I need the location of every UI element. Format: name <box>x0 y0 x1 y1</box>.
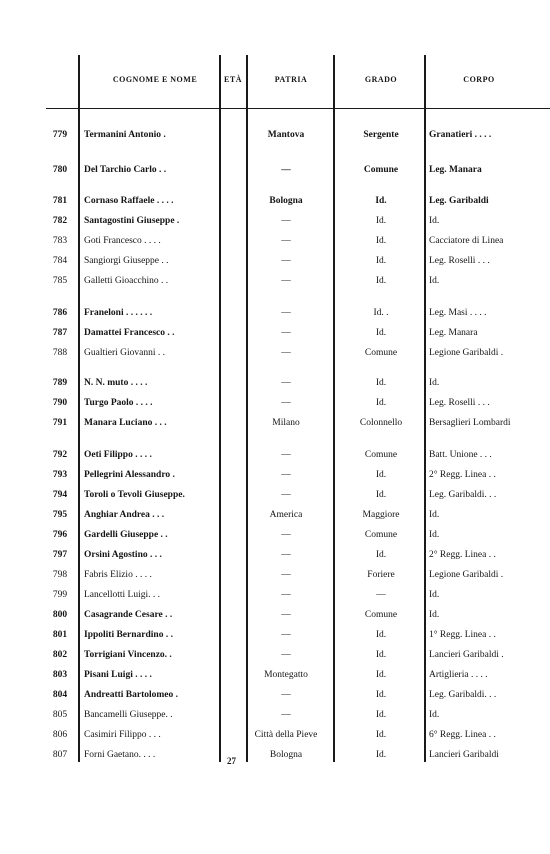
corpo-cell: 2° Regg. Linea . . <box>429 550 496 560</box>
row-number: 788 <box>52 348 68 358</box>
grado-cell: Id. <box>375 236 387 246</box>
grado-cell: Id. <box>375 690 387 700</box>
row-number: 784 <box>52 256 68 266</box>
person-name: Gualtieri Giovanni . . <box>84 348 165 358</box>
grado-cell: Foriere <box>367 570 395 580</box>
person-name: N. N. muto . . . . <box>84 378 148 388</box>
corpo-cell: Leg. Roselli . . . <box>429 256 490 266</box>
table-row <box>0 346 550 360</box>
patria-cell: — <box>281 710 291 720</box>
header-age: ETÀ <box>224 75 242 84</box>
table-row <box>0 214 550 228</box>
person-name: Damattei Francesco . . <box>84 328 175 338</box>
corpo-cell: Legione Garibaldi . <box>429 348 504 358</box>
header-patria: PATRIA <box>274 75 308 84</box>
patria-cell: — <box>281 650 291 660</box>
patria-cell: — <box>281 378 291 388</box>
corpo-cell: 2° Regg. Linea . . <box>429 470 496 480</box>
row-number: 789 <box>52 378 68 388</box>
row-number: 803 <box>52 670 68 680</box>
table-row <box>0 508 550 522</box>
table-row <box>0 688 550 702</box>
row-number: 783 <box>52 236 68 246</box>
person-name: Torrigiani Vincenzo. . <box>84 650 172 660</box>
row-number: 806 <box>52 730 68 740</box>
grado-cell: Id. <box>375 398 387 408</box>
patria-cell: Mantova <box>267 130 305 140</box>
table-row <box>0 748 550 762</box>
row-number: 794 <box>52 490 68 500</box>
corpo-cell: Cacciatore di Linea <box>429 236 504 246</box>
row-number: 802 <box>52 650 68 660</box>
table-row <box>0 668 550 682</box>
corpo-cell: Id. <box>429 276 440 286</box>
row-number: 791 <box>52 418 68 428</box>
row-number: 793 <box>52 470 68 480</box>
table-row <box>0 648 550 662</box>
corpo-cell: Legione Garibaldi . <box>429 570 504 580</box>
grado-cell: Id. <box>375 196 387 206</box>
table-row <box>0 274 550 288</box>
grado-cell: Id. <box>375 328 387 338</box>
patria-cell: America <box>269 510 303 520</box>
row-number: 779 <box>52 130 68 140</box>
person-name: Oeti Filippo . . . . <box>84 450 152 460</box>
corpo-cell: Id. <box>429 378 440 388</box>
grado-cell: Comune <box>364 450 398 460</box>
row-number: 786 <box>52 308 68 318</box>
row-number: 804 <box>52 690 68 700</box>
grado-cell: Id. <box>375 550 387 560</box>
grado-cell: Id. <box>375 630 387 640</box>
patria-cell: — <box>281 470 291 480</box>
corpo-cell: 1° Regg. Linea . . <box>429 630 496 640</box>
corpo-cell: Leg. Masi . . . . <box>429 308 487 318</box>
table-row <box>0 194 550 208</box>
row-number: 780 <box>52 165 68 175</box>
person-name: Termanini Antonio . <box>84 130 166 140</box>
table-row <box>0 396 550 410</box>
table-row <box>0 416 550 430</box>
patria-cell: — <box>281 550 291 560</box>
patria-cell: Bologna <box>269 750 303 760</box>
header-rule <box>46 108 550 109</box>
row-number: 807 <box>52 750 68 760</box>
grado-cell: — <box>376 590 386 600</box>
patria-cell: — <box>281 450 291 460</box>
person-name: Fabris Elizio . . . . <box>84 570 152 580</box>
table-row <box>0 326 550 340</box>
patria-cell: — <box>281 590 291 600</box>
patria-cell: — <box>281 236 291 246</box>
table-row <box>0 548 550 562</box>
row-number: 792 <box>52 450 68 460</box>
patria-cell: — <box>281 165 291 175</box>
patria-cell: — <box>281 610 291 620</box>
table-row <box>0 628 550 642</box>
corpo-cell: Id. <box>429 530 440 540</box>
grado-cell: Id. <box>375 490 387 500</box>
table-row <box>0 128 550 142</box>
row-number: 796 <box>52 530 68 540</box>
row-number: 797 <box>52 550 68 560</box>
table-row <box>0 568 550 582</box>
corpo-cell: Id. <box>429 510 440 520</box>
person-name: Bancamelli Giuseppe. . <box>84 710 173 720</box>
grado-cell: Id. <box>375 650 387 660</box>
table-row <box>0 588 550 602</box>
person-name: Turgo Paolo . . . . <box>84 398 153 408</box>
corpo-cell: Leg. Garibaldi. . . <box>429 690 497 700</box>
grado-cell: Id. <box>375 750 387 760</box>
table-row <box>0 468 550 482</box>
patria-cell: — <box>281 216 291 226</box>
row-number: 795 <box>52 510 68 520</box>
patria-cell: — <box>281 328 291 338</box>
person-name: Galletti Gioacchino . . <box>84 276 169 286</box>
table-row <box>0 608 550 622</box>
grado-cell: Comune <box>363 165 399 175</box>
corpo-cell: Leg. Roselli . . . <box>429 398 490 408</box>
grado-cell: Id. <box>375 710 387 720</box>
person-name: Casagrande Cesare . . <box>84 610 173 620</box>
grado-cell: Sergente <box>363 130 399 140</box>
patria-cell: Montegatto <box>264 670 308 680</box>
grado-cell: Id. <box>375 256 387 266</box>
corpo-cell: Granatieri . . . . <box>429 130 492 140</box>
corpo-cell: Bersaglieri Lombardi <box>429 418 511 428</box>
corpo-cell: Artiglieria . . . . <box>429 670 488 680</box>
person-name: Anghiar Andrea . . . <box>84 510 165 520</box>
row-number: 787 <box>52 328 68 338</box>
person-name: Gardelli Giuseppe . . <box>84 530 168 540</box>
corpo-cell: Leg. Manara <box>429 328 478 338</box>
patria-cell: — <box>281 530 291 540</box>
row-number: 798 <box>52 570 68 580</box>
page-number: 27 <box>227 756 236 766</box>
row-number: 785 <box>52 276 68 286</box>
table-row <box>0 306 550 320</box>
patria-cell: — <box>281 256 291 266</box>
header-corpo: CORPO <box>463 75 495 84</box>
grado-cell: Id. <box>375 670 387 680</box>
person-name: Pisani Luigi . . . . <box>84 670 152 680</box>
row-number: 801 <box>52 630 68 640</box>
table-row <box>0 488 550 502</box>
corpo-cell: Leg. Manara <box>429 165 482 175</box>
patria-cell: — <box>281 348 291 358</box>
grado-cell: Maggiore <box>362 510 400 520</box>
table-row <box>0 528 550 542</box>
person-name: Ippoliti Bernardino . . <box>84 630 173 640</box>
person-name: Santagostini Giuseppe . <box>84 216 180 226</box>
person-name: Pellegrini Alessandro . <box>84 470 175 480</box>
person-name: Cornaso Raffaele . . . . <box>84 196 174 206</box>
person-name: Del Tarchio Carlo . . <box>84 165 167 175</box>
patria-cell: — <box>281 690 291 700</box>
patria-cell: — <box>281 630 291 640</box>
table-row <box>0 163 550 177</box>
row-number: 781 <box>52 196 68 206</box>
grado-cell: Colonnello <box>359 418 403 428</box>
corpo-cell: Id. <box>429 590 440 600</box>
person-name: Goti Francesco . . . . <box>84 236 161 246</box>
grado-cell: Id. <box>375 276 387 286</box>
row-number: 800 <box>52 610 68 620</box>
table-row <box>0 728 550 742</box>
table-row <box>0 376 550 390</box>
patria-cell: Bologna <box>269 196 303 206</box>
corpo-cell: Leg. Garibaldi. . . <box>429 490 497 500</box>
table-row <box>0 254 550 268</box>
patria-cell: — <box>281 490 291 500</box>
header-grado: GRADO <box>364 75 398 84</box>
person-name: Franeloni . . . . . . <box>84 308 153 318</box>
patria-cell: — <box>281 276 291 286</box>
corpo-cell: 6° Regg. Linea . . <box>429 730 496 740</box>
corpo-cell: Id. <box>429 216 440 226</box>
patria-cell: — <box>281 308 291 318</box>
row-number: 805 <box>52 710 68 720</box>
grado-cell: Comune <box>364 530 398 540</box>
corpo-cell: Batt. Unione . . . <box>429 450 492 460</box>
row-number: 790 <box>52 398 68 408</box>
grado-cell: Id. <box>375 216 387 226</box>
person-name: Orsini Agostino . . . <box>84 550 162 560</box>
person-name: Manara Luciano . . . <box>84 418 167 428</box>
row-number: 782 <box>52 216 68 226</box>
person-name: Casimiri Filippo . . . <box>84 730 161 740</box>
grado-cell: Comune <box>364 610 398 620</box>
grado-cell: Id. <box>375 730 387 740</box>
table-row <box>0 448 550 462</box>
grado-cell: Id. <box>375 378 387 388</box>
corpo-cell: Id. <box>429 710 440 720</box>
patria-cell: Città della Pieve <box>254 730 318 740</box>
grado-cell: Comune <box>364 348 398 358</box>
corpo-cell: Id. <box>429 610 440 620</box>
patria-cell: Milano <box>272 418 300 428</box>
header-name: COGNOME E NOME <box>112 75 198 84</box>
patria-cell: — <box>281 570 291 580</box>
grado-cell: Id. . <box>373 308 389 318</box>
corpo-cell: Leg. Garibaldi <box>429 196 489 206</box>
patria-cell: — <box>281 398 291 408</box>
corpo-cell: Lancieri Garibaldi . <box>429 650 504 660</box>
person-name: Sangiorgi Giuseppe . . <box>84 256 169 266</box>
person-name: Andreatti Bartolomeo . <box>84 690 179 700</box>
table-row <box>0 708 550 722</box>
person-name: Toroli o Tevoli Giuseppe. <box>84 490 185 500</box>
row-number: 799 <box>52 590 68 600</box>
person-name: Lancellotti Luigi. . . <box>84 590 160 600</box>
table-row <box>0 234 550 248</box>
corpo-cell: Lancieri Garibaldi <box>429 750 499 760</box>
grado-cell: Id. <box>375 470 387 480</box>
person-name: Forni Gaetano. . . . <box>84 750 156 760</box>
